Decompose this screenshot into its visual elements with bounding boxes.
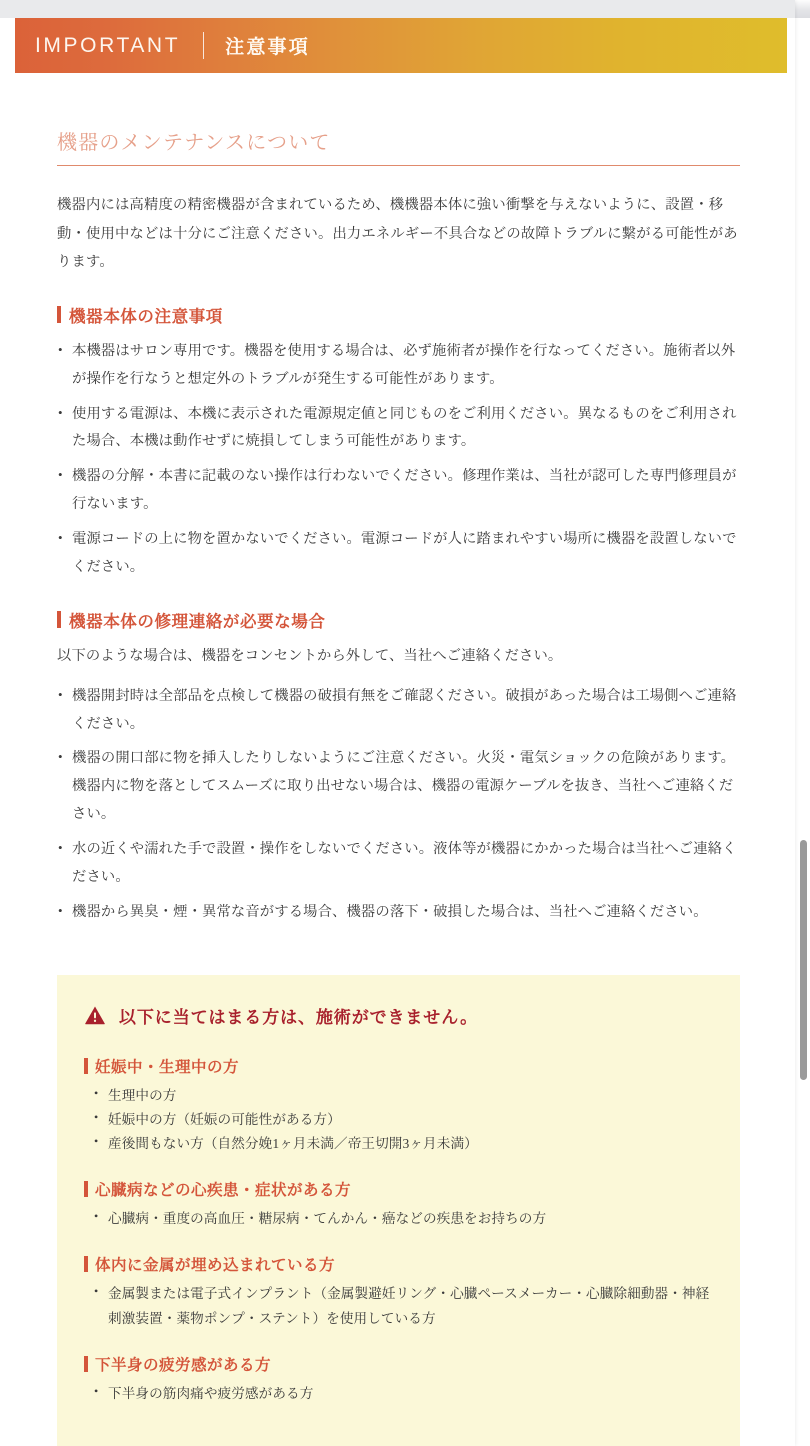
contraindications-warning-box [57,975,740,1446]
list-item: • 機器の開口部に物を挿入したりしないようにご注意ください。火災・電気ショックの危険があります。機器内に物を落としてスムーズに取り出せない場合は、機器の電源ケーブルを抜き、当社へご連絡ください。 [57,745,740,829]
scrollbar-thumb[interactable] [800,840,807,1080]
warning-group-heading-pregnancy [84,1055,710,1077]
subsection-heading-repair-contact [57,608,740,632]
banner-english-label: IMPORTANT [35,33,181,57]
warning-group-heading-label: 下半身の疲労感がある方 [95,1356,272,1374]
warning-group-list-metal-implant [84,1282,710,1330]
warning-group-heading-heart-disease [84,1178,710,1200]
banner-japanese-label: 注意事項 [225,37,310,58]
page-title: 機器のメンテナンスについて [57,132,331,154]
warning-group-list-pregnancy [84,1084,710,1157]
warning-group-heading-metal-implant [84,1253,710,1275]
heading-accent-bar [84,1058,88,1074]
title-underline [57,165,740,166]
list-item: • 妊娠中の方（妊娠の可能性がある方） [94,1108,710,1132]
list-item: • 機器開封時は全部品を点検して機器の破損有無をご確認ください。破損があった場合は工場側へご連絡ください。 [57,683,740,739]
list-item: • 金属製または電子式インプラント（金属製避妊リング・心臓ペースメーカー・心臓除細動器・神経刺激装置・薬物ポンプ・ステント）を使用している方 [94,1282,710,1330]
list-item: • 心臓病・重度の高血圧・糖尿病・てんかん・癌などの疾患をお持ちの方 [94,1207,710,1231]
list-item: • 産後間もない方（自然分娩1ヶ月未満／帝王切開3ヶ月未満） [94,1132,710,1156]
warning-group-heading-label: 妊娠中・生理中の方 [95,1058,240,1076]
list-item: • 水の近くや濡れた手で設置・操作をしないでください。液体等が機器にかかった場合は当社へご連絡ください。 [57,836,740,892]
warning-group-list-lower-body-fatigue [84,1382,710,1406]
heading-accent-bar [84,1256,88,1272]
important-banner [15,18,787,73]
subsection-heading-device-precautions [57,303,740,327]
warning-group-heading-label: 体内に金属が埋め込まれている方 [95,1257,336,1275]
subsection-heading-label: 機器本体の注意事項 [69,307,223,326]
warning-group-list-heart-disease [84,1207,710,1231]
warning-group-heading-label: 心臓病などの心疾患・症状がある方 [95,1182,352,1200]
lead-paragraph: 機器内には高精度の精密機器が含まれているため、機機器本体に強い衝撃を与えないように、設置・移動・使用中などは十分にご注意ください。出力エネルギー不具合などの故障トラブルに繋がる可能性があります。 [57,197,738,271]
list-item: • 下半身の筋肉痛や疲労感がある方 [94,1382,710,1406]
list-item: • 生理中の方 [94,1084,710,1108]
list-item: • 機器の分解・本書に記載のない操作は行わないでください。修理作業は、当社が認可した専門修理員が行ないます。 [57,463,740,519]
device-precautions-list [57,338,740,582]
banner-divider [203,32,204,59]
repair-contact-list [57,683,740,927]
warning-title-row [84,1003,710,1028]
warning-group-heading-lower-body-fatigue [84,1353,710,1375]
list-item: • 電源コードの上に物を置かないでください。電源コードが人に踏まれやすい場所に機器を設置しないでください。 [57,526,740,582]
page-top-spacer [0,0,795,18]
warning-title-label: 以下に当てはまる方は、施術ができません。 [119,1007,479,1027]
heading-accent-bar [57,306,61,323]
heading-accent-bar [84,1181,88,1197]
heading-accent-bar [84,1356,88,1372]
list-item: • 本機器はサロン専用です。機器を使用する場合は、必ず施術者が操作を行なってください。施術者以外が操作を行なうと想定外のトラブルが発生する可能性があります。 [57,338,740,394]
heading-accent-bar [57,611,61,628]
document-content [0,126,795,1446]
warning-triangle-icon [84,1005,106,1025]
vertical-scrollbar[interactable] [800,0,807,1080]
repair-contact-intro: 以下のような場合は、機器をコンセントから外して、当社へご連絡ください。 [57,647,563,664]
list-item: • 使用する電源は、本機に表示された電源規定値と同じものをご利用ください。異なるものをご利用された場合、本機は動作せずに焼損してしまう可能性があります。 [57,401,740,457]
list-item: • 機器から異臭・煙・異常な音がする場合、機器の落下・破損した場合は、当社へご連絡ください。 [57,899,740,927]
subsection-heading-label: 機器本体の修理連絡が必要な場合 [69,612,326,631]
